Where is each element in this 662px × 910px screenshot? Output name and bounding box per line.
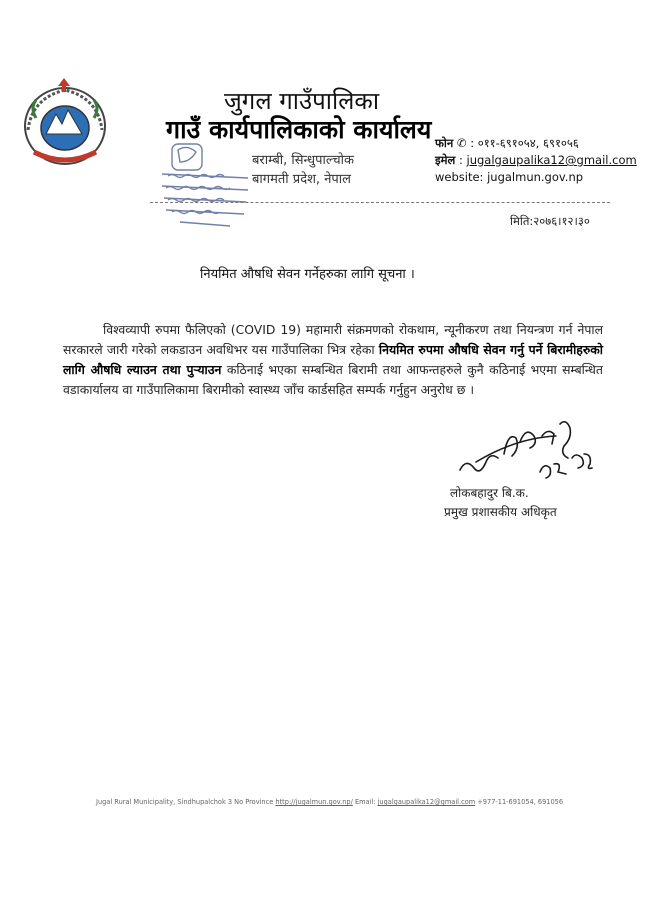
footer-phone: +977-11-691054, 691056 (477, 798, 564, 806)
org-name: जुगल गाउँपालिका (224, 87, 380, 115)
header-divider (150, 202, 610, 203)
website-link[interactable]: jugalmun.gov.np (487, 170, 584, 184)
notice-body (63, 320, 603, 400)
address-line-1: बराम्बी, सिन्धुपाल्चोक (252, 153, 354, 168)
contact-email: इमेल : jugalgaupalika12@gmail.com (435, 153, 637, 167)
body-part-2: कठिनाई भएका सम्बन्धित बिरामी तथा आफन्तहरुले कुनै कठिनाई भएमा सम्बन्धित वडाकार्यालय वा गाउँपालिकामा बिरामीको स्वास्थ्य जाँच कार्डसहित सम्पर्क गर्नुहुन अनुरोध छ । (63, 362, 603, 397)
office-name: गाउँ कार्यपालिकाको कार्यालय (166, 115, 432, 144)
handwritten-signature (456, 418, 596, 484)
address-line-2: बागमती प्रदेश, नेपाल (252, 172, 351, 187)
page-footer (96, 798, 563, 806)
nepal-emblem-logo (22, 78, 108, 170)
notice-subject: नियमित औषधि सेवन गर्नेहरुका लागि सूचना । (200, 267, 415, 282)
letter-date (510, 214, 590, 229)
body-bold: नियमित रुपमा औषधि सेवन गर्नु पर्ने बिरामीहरुको लागि औषधि ल्याउन तथा पुर्‍याउन (63, 342, 604, 377)
footer-email-label: Email: (354, 798, 376, 806)
phone-icon: ✆ (456, 136, 467, 150)
body-part-1: विश्वव्यापी रुपमा फैलिएको (COVID 19) महामारी संक्रमणको रोकथाम, न्यूनीकरण तथा नियन्त्रण गर्न नेपाल सरकारले जारी गरेको लकडाउन अवधिभर यस गाउँपालिका भित्र रहेका (63, 322, 603, 357)
date-value: :२०७६।१२।३० (529, 214, 590, 228)
phone-label: फोन (435, 136, 454, 150)
email-link[interactable]: jugalgaupalika12@gmail.com (466, 153, 637, 167)
footer-email-link[interactable]: jugalgaupalika12@gmail.com (377, 798, 476, 806)
footer-address: Jugal Rural Municipality, Sindhupalchok 3 No Province (96, 798, 274, 806)
phone-value: : ०११-६९१०५४, ६९१०५६ (470, 136, 579, 150)
date-label: मिति (510, 214, 530, 228)
office-stamp-seal (156, 140, 254, 232)
contact-website (435, 170, 583, 184)
signatory-title: प्रमुख प्रशासकीय अधिकृत (444, 505, 557, 519)
website-label: website: (435, 170, 484, 184)
footer-website-link[interactable]: http://jugalmun.gov.np/ (275, 798, 353, 806)
email-label: इमेल (435, 153, 456, 167)
contact-phone (435, 136, 579, 151)
signatory-name: लोकबहादुर बि.क. (450, 486, 529, 500)
